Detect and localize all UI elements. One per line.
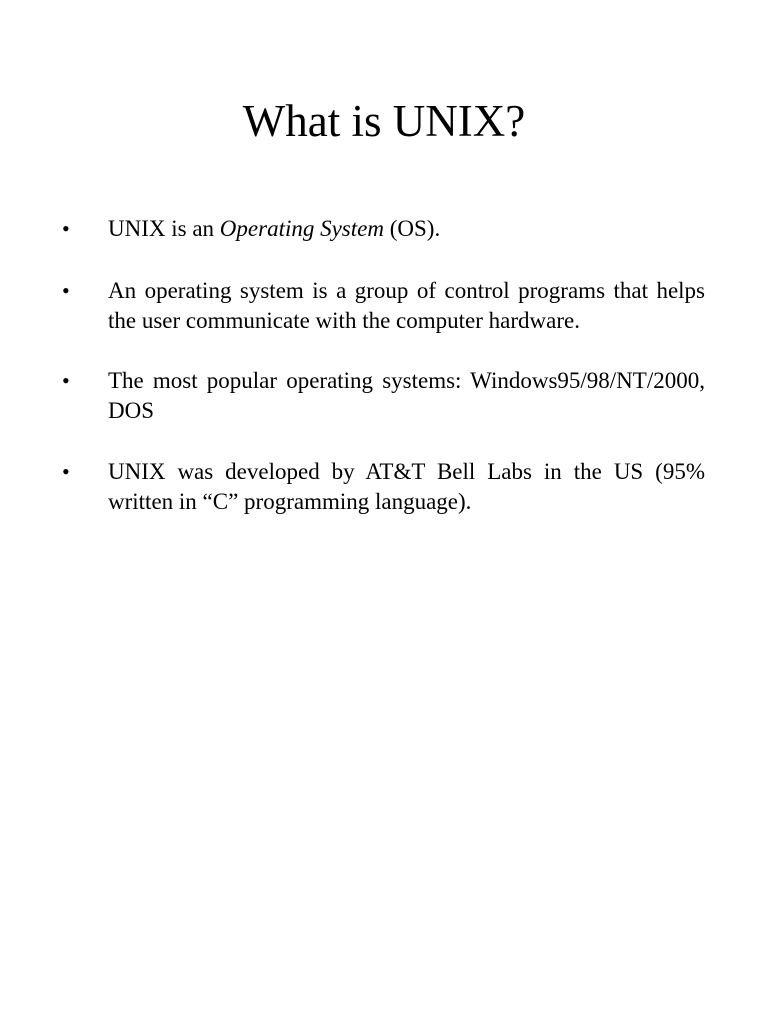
bullet-text: An operating system is a group of control programs that helps the user communicate with the computer hardware. [108, 278, 705, 333]
bullet-marker: • [62, 459, 70, 484]
bullet-text: The most popular operating systems: Windows95/98/NT/2000, DOS [108, 368, 705, 423]
bullet-text-emphasis: Operating System [219, 216, 384, 241]
bullet-text: UNIX was developed by AT&T Bell Labs in the US (95% written in “C” programming language). [108, 459, 705, 514]
bullet-marker: • [62, 216, 70, 241]
bullet-text [108, 214, 705, 244]
bullet-marker: • [62, 368, 70, 393]
bullet-text-part: (OS). [383, 216, 441, 241]
page-title: What is UNIX? [242, 96, 526, 146]
bullet-text-part: UNIX is an [108, 216, 220, 241]
bullet-marker: • [62, 278, 70, 303]
